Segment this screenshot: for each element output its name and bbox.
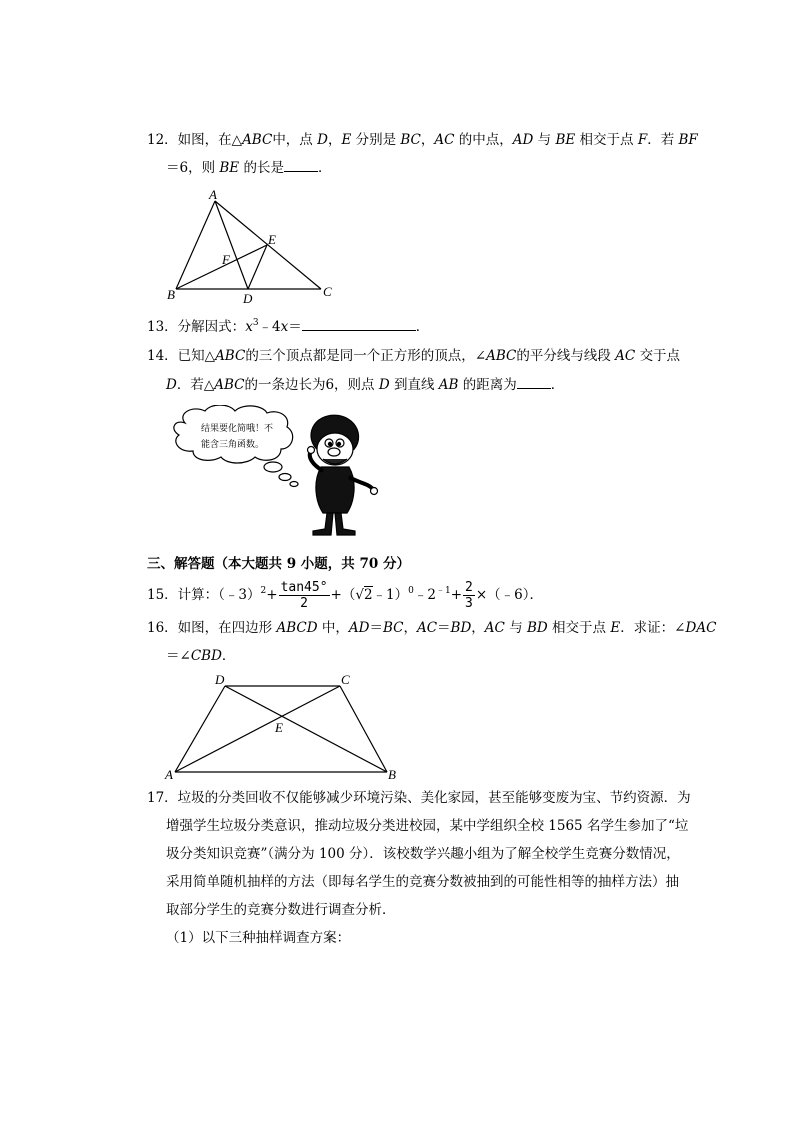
q13-line: 13．分解因式：$x^3﹣4x=$ ． — [147, 318, 430, 335]
q14-line2: D．若△ABC的一条边长为6，则点 D 到直线 AB 的距离为 ． — [166, 374, 564, 395]
q17-line5: 取部分学生的竞赛分数进行调查分析． — [166, 902, 396, 918]
q12-label-d: D — [243, 291, 253, 306]
q16-label-c: C — [341, 672, 350, 687]
q17-line3: 圾分类知识竞赛”（满分为 100 分）．该校数学兴趣小组为了解全校学生竞赛分数情况， — [166, 846, 680, 862]
q12-triangle-figure — [163, 186, 343, 308]
q15-line: 15．计算：（﹣3）$^2$+ $\frac{\tan 45^\circ}{2}$ $+(√2﹣1)^0﹣2^{﹣1}+$ $\frac{2}{3}$ ×（﹣6）． — [147, 580, 544, 611]
q14-answer-blank — [517, 374, 551, 389]
q16-label-a: A — [165, 767, 173, 782]
q17-line6: （1）以下三种抽样调查方案： — [166, 930, 351, 946]
bubble-text-line1: 结果要化简哦！不 — [201, 424, 274, 434]
q16-line1: 16．如图，在四边形 ABCD 中，AD＝BC，AC＝BD，AC 与 BD 相交于点 E．求证：∠DAC — [147, 620, 717, 636]
q15-fraction-two-thirds: $\frac{2}{3}$ — [465, 580, 473, 611]
q12-answer-blank — [284, 157, 318, 172]
q12-label-e: E — [268, 232, 276, 247]
q17-line2: 增强学生垃圾分类意识，推动垃圾分类进校园，某中学组织全校 1565 名学生参加了“垃 — [166, 818, 689, 834]
q16-quadrilateral-figure — [163, 672, 399, 782]
q17-line1: 17．垃圾的分类回收不仅能够减少环境污染、美化家园，甚至能够变废为宝、节约资源．为 — [147, 790, 691, 806]
q17-line4: 采用简单随机抽样的方法（即每名学生的竞赛分数被抽到的可能性相等的抽样方法）抽 — [166, 874, 679, 890]
q15-fraction-tan: $\frac{\tan 45^\circ}{2}$ — [280, 580, 328, 611]
q14-line1: 14．已知△ABC的三个顶点都是同一个正方形的顶点，∠ABC的平分线与线段 AC 交于点 — [147, 348, 681, 364]
q12-label-b: B — [167, 287, 175, 302]
q12-line1: 12．如图，在△ABC中，点 D，E 分别是 BC，AC 的中点，AD 与 BE 相交于点 F．若 BF — [147, 132, 698, 148]
q14-cartoon-figure — [163, 405, 381, 539]
q16-label-e: E — [275, 720, 283, 735]
q12-label-c: C — [323, 284, 332, 299]
bubble-text-line2: 能含三角函数。 — [201, 440, 265, 450]
q16-line2: ＝∠CBD． — [166, 648, 236, 664]
q16-label-d: D — [215, 672, 225, 687]
q12-line2: ＝6，则 BE 的长是 ． — [166, 157, 331, 178]
section3-heading: 三、解答题（本大题共 9 小题，共 70 分） — [147, 556, 410, 572]
q12-label-f: F — [222, 252, 230, 267]
cartoon-character — [308, 415, 378, 535]
q12-label-a: A — [209, 187, 217, 202]
q16-label-b: B — [388, 767, 396, 782]
q13-answer-blank — [302, 316, 416, 331]
